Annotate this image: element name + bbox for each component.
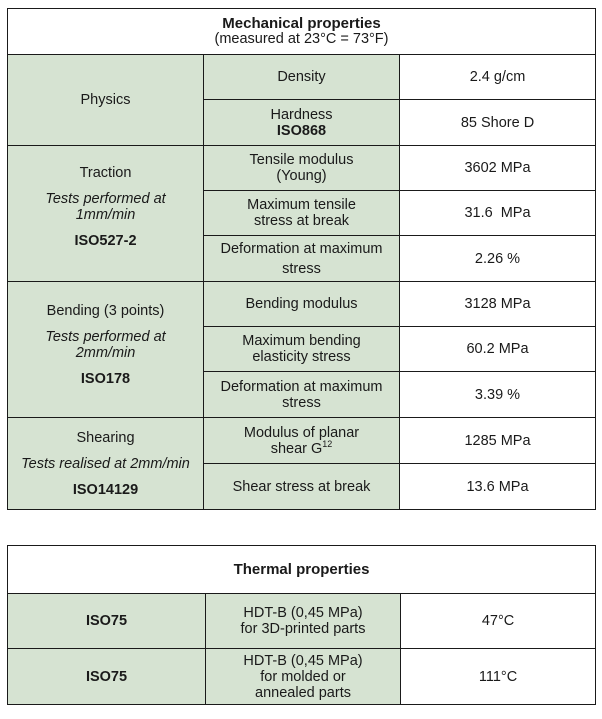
thermal-value: 47°C (481, 613, 515, 629)
property-label: Maximum bending elasticity stress (242, 333, 361, 365)
value-cell (400, 236, 596, 282)
thermal-property-line: for 3D-printed parts (240, 621, 366, 637)
property-superscript: 12 (322, 438, 333, 449)
group-note: Tests realised at 2mm/min (21, 455, 190, 472)
property-value: 3602 MPa (464, 160, 531, 176)
value-cell (400, 100, 596, 146)
property-cell (204, 418, 400, 464)
property-label: Maximum tensile stress at break (247, 197, 356, 229)
thermal-property-line: for molded or (260, 668, 346, 685)
property-value: 3.39 % (474, 386, 521, 403)
thermal-property-cell (206, 649, 401, 705)
thermal-standard-cell (8, 649, 206, 705)
group-name: Traction (79, 164, 132, 181)
property-value: 85 Shore D (460, 114, 535, 131)
thermal-value-cell (401, 594, 596, 649)
group-physics (8, 55, 204, 146)
property-value: 13.6 MPa (466, 478, 529, 495)
value-cell (400, 282, 596, 327)
property-label-text: Modulus of planar shear G (243, 424, 360, 457)
property-label (208, 425, 395, 457)
property-label: Deformation at maximum stress (220, 378, 383, 411)
thermal-title: Thermal properties (233, 560, 370, 578)
property-label: Density (277, 69, 326, 85)
property-value: 31.6 MPa (464, 205, 531, 221)
thermal-properties-table (7, 545, 596, 705)
property-label: Deformation at maximum stress (220, 240, 383, 277)
property-value: 2.26 % (474, 250, 521, 267)
value-cell (400, 191, 596, 236)
group-name: Physics (80, 92, 131, 108)
thermal-property-line: HDT-B (0,45 MPa) (243, 605, 363, 621)
property-cell (204, 236, 400, 282)
group-note: Tests performed at 2mm/min (45, 328, 166, 361)
property-cell (204, 372, 400, 418)
group-standard: ISO527-2 (74, 232, 137, 249)
property-value: 3128 MPa (464, 296, 531, 312)
property-cell (204, 282, 400, 327)
value-cell (400, 372, 596, 418)
property-cell (204, 146, 400, 191)
value-cell (400, 418, 596, 464)
mechanical-title: Mechanical properties (222, 15, 381, 32)
property-label: Hardness (270, 106, 333, 123)
property-cell (204, 55, 400, 100)
property-standard: ISO868 (276, 122, 327, 139)
group-standard: ISO14129 (72, 481, 139, 498)
group-name: Shearing (76, 429, 135, 446)
thermal-standard: ISO75 (85, 668, 128, 685)
property-cell (204, 191, 400, 236)
mechanical-properties-table (7, 8, 596, 510)
group-traction (8, 146, 204, 282)
thermal-property-line: annealed parts (255, 684, 351, 701)
group-standard: ISO178 (80, 370, 131, 387)
property-value: 2.4 g/cm (469, 69, 526, 85)
thermal-header (8, 546, 596, 594)
group-bending (8, 282, 204, 418)
thermal-value: 111°C (478, 668, 518, 685)
thermal-value-cell (401, 649, 596, 705)
property-label: Shear stress at break (232, 478, 371, 495)
value-cell (400, 464, 596, 510)
group-name: Bending (3 points) (46, 302, 165, 319)
property-cell (204, 327, 400, 372)
group-shearing (8, 418, 204, 510)
mechanical-subtitle: (measured at 23°C = 73°F) (214, 31, 389, 47)
property-cell (204, 100, 400, 146)
property-value: 60.2 MPa (466, 341, 529, 357)
thermal-standard: ISO75 (85, 613, 128, 629)
mechanical-header (8, 9, 596, 55)
property-value: 1285 MPa (464, 432, 531, 449)
thermal-property-line: HDT-B (0,45 MPa) (243, 652, 363, 669)
group-note: Tests performed at 1mm/min (45, 190, 166, 223)
value-cell (400, 327, 596, 372)
value-cell (400, 55, 596, 100)
value-cell (400, 146, 596, 191)
thermal-property-cell (206, 594, 401, 649)
property-label: Bending modulus (245, 296, 358, 312)
property-label: Tensile modulus (Young) (249, 152, 354, 184)
thermal-standard-cell (8, 594, 206, 649)
property-cell (204, 464, 400, 510)
